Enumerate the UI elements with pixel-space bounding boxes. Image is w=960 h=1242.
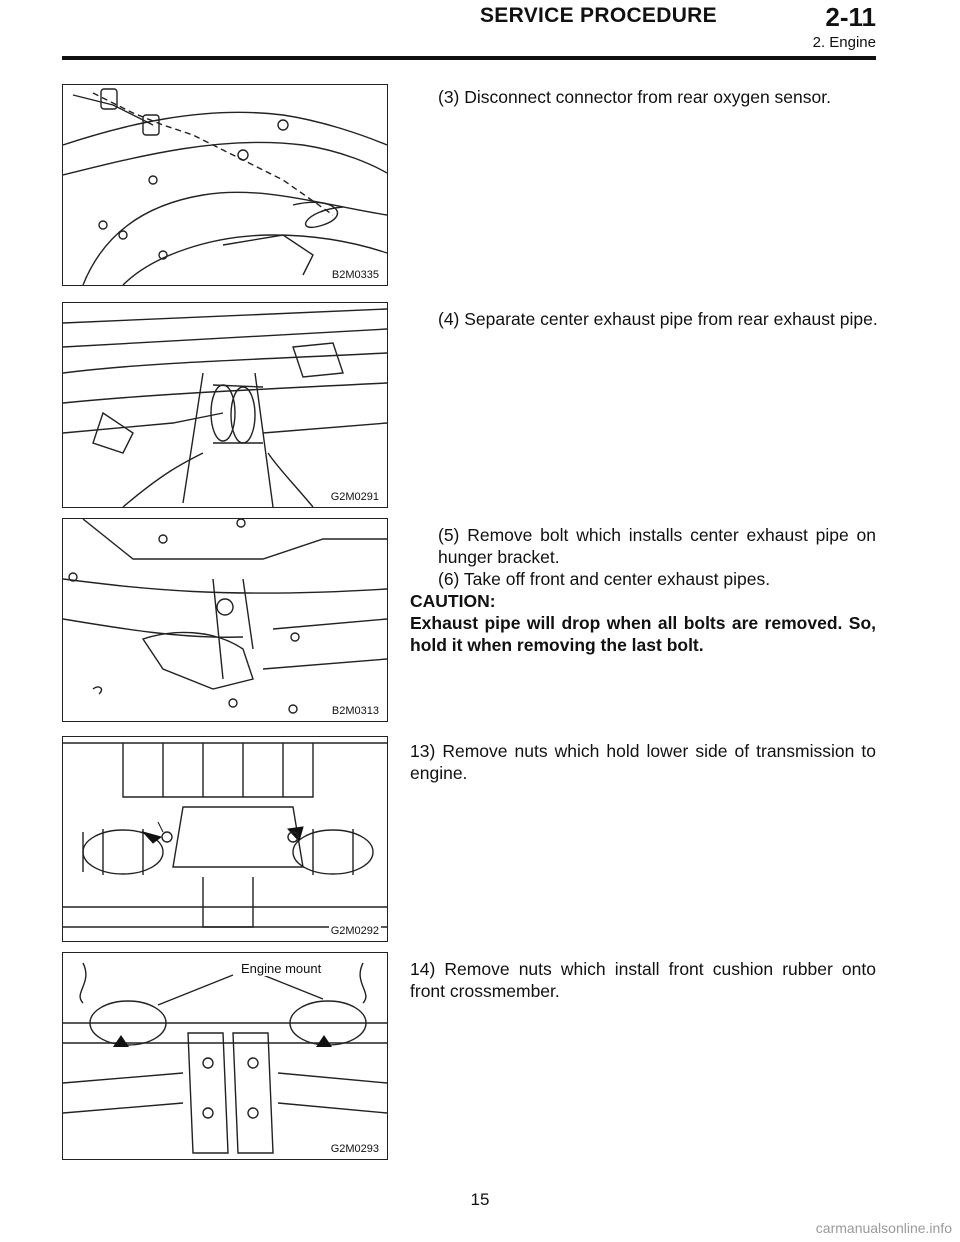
step-13-text: 13) Remove nuts which hold lower side of transmission to engine. [410,741,876,783]
figure-label: G2M0291 [330,491,379,503]
figure-label: G2M0293 [330,1143,379,1155]
figure-illustration [63,519,387,721]
figure-illustration [63,303,387,507]
step-5-text: (5) Remove bolt which installs center exhaust pipe on hunger bracket. [438,525,876,567]
page-header-title: SERVICE PROCEDURE [480,4,717,27]
section-subtitle: 2. Engine [812,34,876,51]
step-4-text: (4) Separate center exhaust pipe from rear exhaust pipe. [438,309,878,329]
engine-mount-callout: Engine mount [241,961,322,976]
step-3-text: (3) Disconnect connector from rear oxygen sensor. [438,87,831,107]
caution-title: CAUTION: [410,591,496,611]
figure-exhaust-pipe-separation [62,302,388,508]
figure-label: B2M0335 [331,269,379,281]
step-5-6-block [410,524,876,656]
caution-text: Exhaust pipe will drop when all bolts are removed. So, hold it when removing the last bolt. [410,613,876,655]
step-6-text: (6) Take off front and center exhaust pipes. [438,569,771,589]
figure-illustration [63,953,387,1159]
figure-label: B2M0313 [331,705,379,717]
figure-label: G2M0292 [330,925,379,937]
step-14-text: 14) Remove nuts which install front cushion rubber onto front crossmember. [410,959,876,1001]
figure-engine-mount [62,952,388,1160]
page-number: 15 [470,1190,490,1209]
figure-transmission-nuts [62,736,388,942]
watermark: carmanualsonline.info [815,1220,952,1236]
section-number: 2-11 [825,2,876,32]
figure-illustration [63,85,387,285]
figure-illustration [63,737,387,941]
figure-hunger-bracket-bolt [62,518,388,722]
figure-rear-oxygen-sensor [62,84,388,286]
header-rule [62,56,876,60]
